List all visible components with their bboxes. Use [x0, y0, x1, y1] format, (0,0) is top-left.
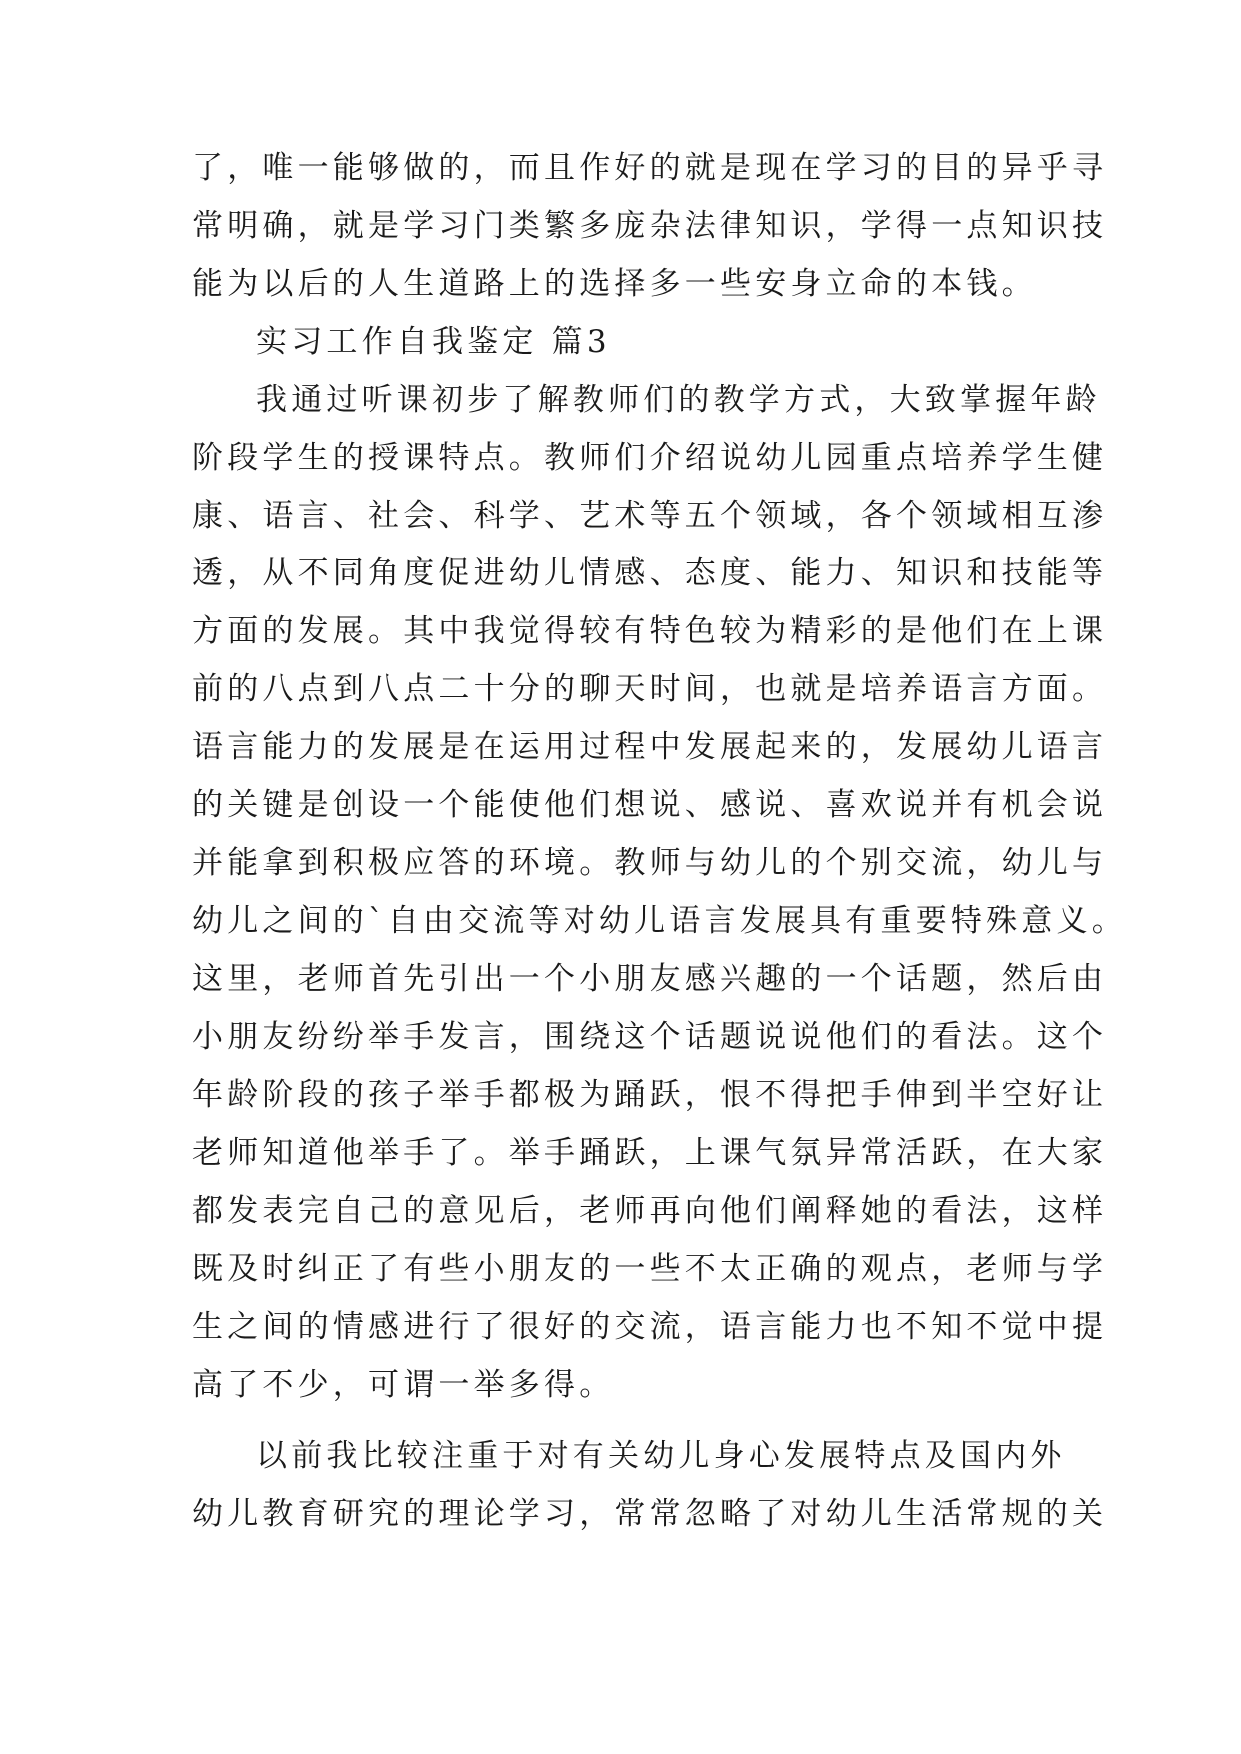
text-line: 透，从不同角度促进幼儿情感、态度、能力、知识和技能等 [192, 555, 1108, 591]
text-line: 语言能力的发展是在运用过程中发展起来的，发展幼儿语言 [192, 729, 1108, 765]
text-line: 的关键是创设一个能使他们想说、感说、喜欢说并有机会说 [192, 787, 1108, 823]
paragraph-first-line: 我通过听课初步了解教师们的教学方式，大致掌握年龄 [256, 382, 1101, 418]
text-line: 康、语言、社会、科学、艺术等五个领域，各个领域相互渗 [192, 498, 1108, 534]
text-line: 能为以后的人生道路上的选择多一些安身立命的本钱。 [192, 266, 1037, 302]
text-line: 都发表完自己的意见后，老师再向他们阐释她的看法，这样 [192, 1193, 1108, 1229]
text-line: 小朋友纷纷举手发言，围绕这个话题说说他们的看法。这个 [192, 1019, 1108, 1055]
text-line: 生之间的情感进行了很好的交流，语言能力也不知不觉中提 [192, 1309, 1108, 1345]
text-line: 了，唯一能够做的，而且作好的就是现在学习的目的异乎寻 [192, 150, 1108, 186]
text-line: 这里，老师首先引出一个小朋友感兴趣的一个话题，然后由 [192, 961, 1108, 997]
text-line: 并能拿到积极应答的环境。教师与幼儿的个别交流，幼儿与 [192, 845, 1108, 881]
text-line: 阶段学生的授课特点。教师们介绍说幼儿园重点培养学生健 [192, 440, 1108, 476]
text-line: 常明确，就是学习门类繁多庞杂法律知识，学得一点知识技 [192, 208, 1108, 244]
paragraph-first-line: 以前我比较注重于对有关幼儿身心发展特点及国内外 [256, 1438, 1066, 1474]
text-line: 高了不少，可谓一举多得。 [192, 1367, 615, 1403]
text-line: 前的八点到八点二十分的聊天时间，也就是培养语言方面。 [192, 671, 1108, 707]
text-line: 幼儿教育研究的理论学习，常常忽略了对幼儿生活常规的关 [192, 1496, 1108, 1532]
text-line: 既及时纠正了有些小朋友的一些不太正确的观点，老师与学 [192, 1251, 1108, 1287]
text-line: 老师知道他举手了。举手踊跃，上课气氛异常活跃，在大家 [192, 1135, 1108, 1171]
text-line: 方面的发展。其中我觉得较有特色较为精彩的是他们在上课 [192, 613, 1108, 649]
text-line: 幼儿之间的`自由交流等对幼儿语言发展具有重要特殊意义。 [192, 903, 1127, 939]
text-line: 年龄阶段的孩子举手都极为踊跃，恨不得把手伸到半空好让 [192, 1077, 1108, 1113]
section-heading: 实习工作自我鉴定 篇3 [256, 324, 611, 360]
